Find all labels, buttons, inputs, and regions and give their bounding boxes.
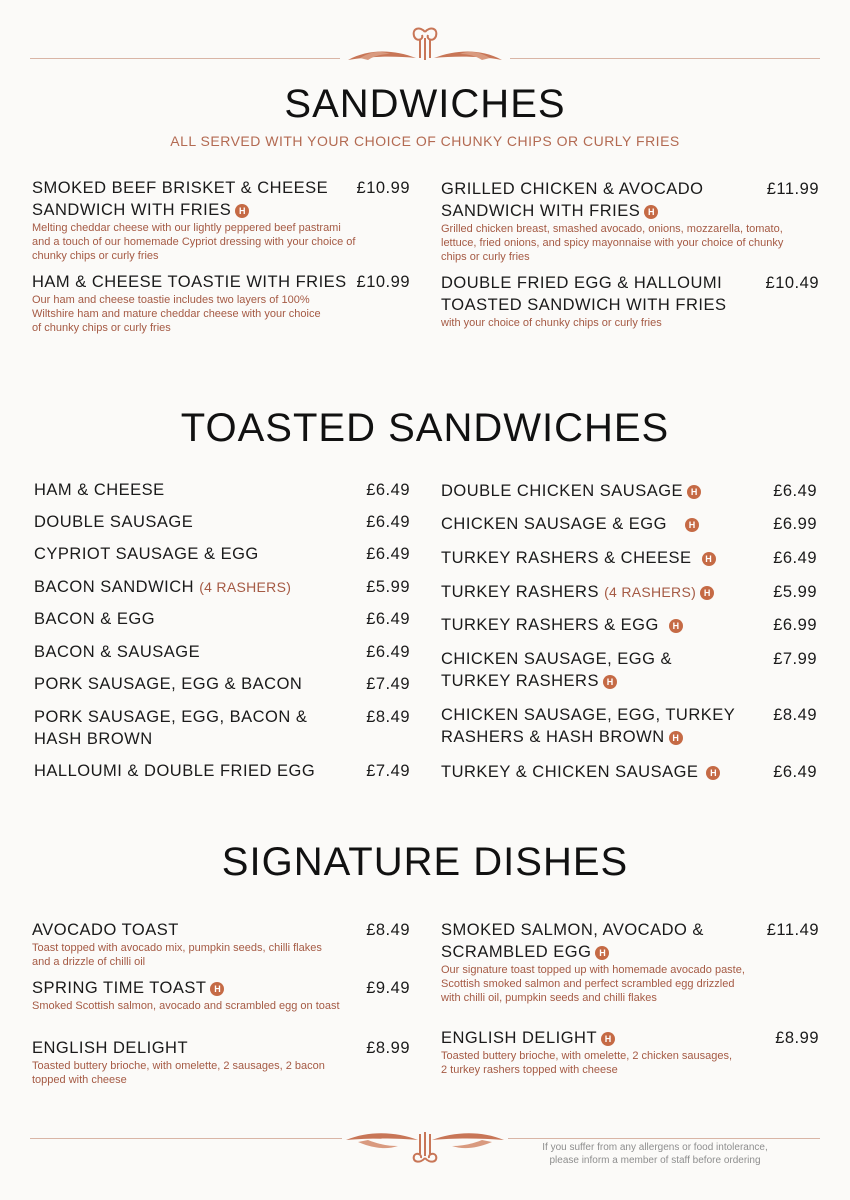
item-name: HALLOUMI & DOUBLE FRIED EGG: [34, 762, 316, 780]
item-price: £8.49: [366, 921, 410, 939]
item-price: £6.49: [366, 513, 410, 531]
menu-item: [34, 608, 410, 630]
halal-badge-icon: H: [706, 766, 720, 780]
menu-item: [441, 704, 817, 748]
menu-item: [441, 272, 819, 330]
item-price: £6.49: [366, 545, 410, 563]
section-title-toasted-sandwiches: TOASTED SANDWICHES: [180, 406, 670, 450]
halal-badge-icon: H: [595, 946, 609, 960]
item-price: £8.99: [775, 1029, 819, 1047]
item-price: £6.99: [773, 515, 817, 533]
section-title-signature-dishes: SIGNATURE DISHES: [221, 840, 629, 884]
halal-badge-icon: H: [669, 731, 683, 745]
item-price: £5.99: [773, 583, 817, 601]
item-price: £11.99: [766, 180, 819, 198]
item-name: BACON SANDWICH (4 RASHERS): [34, 578, 292, 596]
item-name: GRILLED CHICKEN & AVOCADO SANDWICH WITH FRIES H: [441, 180, 704, 220]
halal-badge-icon: H: [601, 1032, 615, 1046]
menu-item: [441, 480, 817, 502]
item-price: £6.49: [773, 482, 817, 500]
item-price: £6.49: [366, 643, 410, 661]
item-description: Our ham and cheese toastie includes two layers of 100% Wiltshire ham and mature cheddar cheese with your choice of chunky chips or curly fries: [32, 294, 321, 334]
halal-badge-icon: H: [644, 205, 658, 219]
menu-item: [34, 706, 410, 750]
item-description: Grilled chicken breast, smashed avocado, onions, mozzarella, tomato, lettuce, fried onions, and spicy mayonnaise with your choice of chunky chips or curly fries: [441, 223, 784, 263]
item-description: Toast topped with avocado mix, pumpkin seeds, chilli flakes and a drizzle of chilli oil: [32, 942, 322, 968]
item-name: CYPRIOT SAUSAGE & EGG: [34, 545, 259, 563]
halal-badge-icon: H: [210, 982, 224, 996]
item-description: with your choice of chunky chips or curly fries: [441, 317, 662, 329]
item-description: Smoked Scottish salmon, avocado and scrambled egg on toast: [32, 1000, 340, 1012]
halal-badge-icon: H: [687, 485, 701, 499]
menu-item: [441, 614, 817, 636]
halal-badge-icon: H: [669, 619, 683, 633]
item-name: BACON & EGG: [34, 610, 156, 628]
menu-item: [441, 547, 817, 569]
menu-item: [34, 673, 410, 695]
allergen-notice-line-2: please inform a member of staff before ordering: [549, 1155, 761, 1166]
item-price: £8.99: [366, 1039, 410, 1057]
item-name: SPRING TIME TOAST H: [32, 977, 410, 999]
section-title-sandwiches: SANDWICHES: [284, 82, 566, 126]
menu-item: [441, 178, 819, 264]
item-name: PORK SAUSAGE, EGG, BACON & HASH BROWN: [34, 708, 308, 748]
menu-item: [34, 576, 410, 598]
item-name: HAM & CHEESE TOASTIE WITH FRIES: [32, 273, 347, 291]
item-name: ENGLISH DELIGHT H: [441, 1027, 819, 1049]
item-description: Melting cheddar cheese with our lightly peppered beef pastrami and a touch of our homemade Cypriot dressing with your choice of chunky chips or curly fries: [32, 222, 356, 262]
item-description: Our signature toast topped up with homemade avocado paste, Scottish smoked salmon and perfect scrambled egg drizzled with chilli oil, pumpkin seeds and chilli flakes: [441, 964, 745, 1004]
menu-item: [441, 761, 817, 783]
item-description: Toasted buttery brioche, with omelette, 2 chicken sausages, 2 turkey rashers topped with cheese: [441, 1050, 733, 1076]
menu-item: [34, 641, 410, 663]
menu-item: [34, 543, 410, 565]
item-name: SMOKED BEEF BRISKET & CHEESE SANDWICH WITH FRIES H: [32, 179, 329, 219]
item-price: £9.49: [366, 979, 410, 997]
item-name: TURKEY RASHERS & CHEESE H: [441, 547, 817, 569]
menu-item: [34, 479, 410, 501]
menu-item: [32, 271, 410, 335]
item-price: £6.99: [773, 616, 817, 634]
item-price: £6.49: [773, 549, 817, 567]
item-name: CHICKEN SAUSAGE, EGG & TURKEY RASHERS H: [441, 650, 673, 690]
item-price: £8.49: [773, 706, 817, 724]
item-price: £6.49: [773, 763, 817, 781]
halal-badge-icon: H: [702, 552, 716, 566]
menu-item: [441, 581, 817, 603]
menu-item: [441, 513, 817, 535]
halal-badge-icon: H: [235, 204, 249, 218]
allergen-notice: [510, 1141, 800, 1167]
menu-item: [32, 919, 410, 969]
item-price: £11.49: [766, 921, 819, 939]
item-price: £7.49: [366, 762, 410, 780]
menu-item: [441, 648, 817, 692]
top-rule-left: [30, 58, 340, 59]
item-name: CHICKEN SAUSAGE & EGG H: [441, 513, 817, 535]
item-name: TURKEY & CHICKEN SAUSAGE H: [441, 761, 817, 783]
item-description: Toasted buttery brioche, with omelette, 2 sausages, 2 bacon topped with cheese: [32, 1060, 325, 1086]
menu-item: [441, 919, 819, 1005]
top-rule-right: [510, 58, 820, 59]
bottom-rule-left: [30, 1138, 342, 1139]
bottom-rule-right: [508, 1138, 820, 1139]
item-price: £5.99: [366, 578, 410, 596]
item-name: ENGLISH DELIGHT: [32, 1039, 189, 1057]
top-ornament-icon: [340, 24, 510, 68]
item-price: £7.49: [366, 675, 410, 693]
item-name: TURKEY RASHERS (4 RASHERS) H: [441, 581, 817, 603]
item-name: CHICKEN SAUSAGE, EGG, TURKEY RASHERS & HASH BROWN H: [441, 706, 736, 746]
item-price: £8.49: [366, 708, 410, 726]
item-name: TURKEY RASHERS & EGG H: [441, 614, 817, 636]
halal-badge-icon: H: [685, 518, 699, 532]
halal-badge-icon: H: [700, 586, 714, 600]
item-note: (4 RASHERS): [199, 579, 292, 595]
item-name: DOUBLE CHICKEN SAUSAGE H: [441, 480, 817, 502]
halal-badge-icon: H: [603, 675, 617, 689]
item-price: £10.99: [356, 273, 410, 291]
menu-item: [34, 511, 410, 533]
item-price: £7.99: [773, 650, 817, 668]
item-name: DOUBLE SAUSAGE: [34, 513, 194, 531]
section-subtitle-sandwiches: ALL SERVED WITH YOUR CHOICE OF CHUNKY CHIPS OR CURLY FRIES: [170, 133, 680, 149]
bottom-ornament-icon: [342, 1126, 508, 1172]
item-price: £10.49: [765, 274, 819, 292]
item-price: £6.49: [366, 481, 410, 499]
allergen-notice-line-1: If you suffer from any allergens or food intolerance,: [542, 1142, 768, 1153]
item-name: HAM & CHEESE: [34, 481, 165, 499]
item-name: BACON & SAUSAGE: [34, 643, 201, 661]
item-name: PORK SAUSAGE, EGG & BACON: [34, 675, 303, 693]
item-note: (4 RASHERS): [604, 584, 697, 600]
item-name: SMOKED SALMON, AVOCADO & SCRAMBLED EGG H: [441, 921, 704, 961]
item-name: DOUBLE FRIED EGG & HALLOUMI TOASTED SANDWICH WITH FRIES: [441, 274, 727, 314]
menu-item: [32, 977, 410, 1013]
item-price: £6.49: [366, 610, 410, 628]
menu-item: [32, 177, 410, 263]
item-price: £10.99: [356, 179, 410, 197]
menu-item: [34, 760, 410, 782]
menu-item: [32, 1037, 410, 1087]
item-name: AVOCADO TOAST: [32, 921, 179, 939]
menu-item: [441, 1027, 819, 1077]
